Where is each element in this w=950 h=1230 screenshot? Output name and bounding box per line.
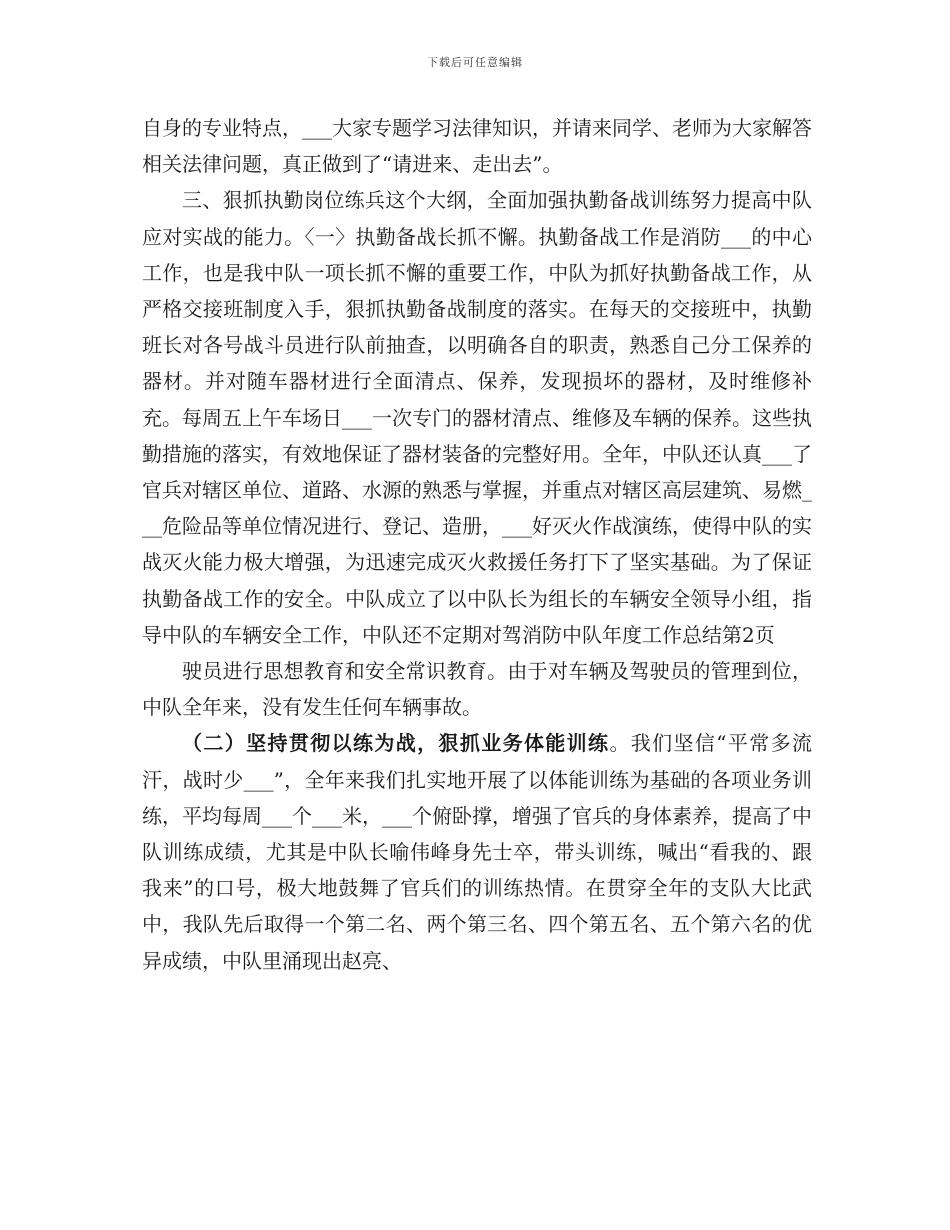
document-body	[142, 110, 812, 979]
header-note: 下载后可任意编辑	[427, 56, 523, 69]
paragraph-4-text: 。我们坚信“平常多流汗，战时少___”，全年来我们扎实地开展了以体能训练为基础的各项业务训练，平均每周___个___米，___个俯卧撑，增强了官兵的身体素养，提高了中队训练成绩，尤其是中队长喻伟峰身先士卒，带头训练，喊出“看我的、跟我来”的口号，极大地鼓舞了官兵们的训练热情。在贯穿全年的支队大比武中，我队先后取得一个第二名、两个第三名、四个第五名、五个第六名的优异成绩，中队里涌现出赵亮、	[142, 731, 813, 973]
paragraph-3: 驶员进行思想教育和安全常识教育。由于对车辆及驾驶员的管理到位，中队全年来，没有发生任何车辆事故。	[142, 659, 812, 720]
paragraph-4	[142, 725, 812, 978]
paragraph-2: 三、狠抓执勤岗位练兵这个大纲，全面加强执勤备战训练努力提高中队应对实战的能力。〈一〉执勤备战长抓不懈。执勤备战工作是消防___的中心工作，也是我中队一项长抓不懈的重要工作，中队为抓好执勤备战工作，从严格交接班制度入手，狠抓执勤备战制度的落实。在每天的交接班中，执勤班长对各号战斗员进行队前抽查，以明确各自的职责，熟悉自己分工保养的器材。并对随车器材进行全面清点、保养，发现损坏的器材，及时维修补充。每周五上午车场日___一次专门的器材清点、维修及车辆的保养。这些执勤措施的落实，有效地保证了器材装备的完整好用。全年，中队还认真___了官兵对辖区单位、道路、水源的熟悉与掌握，并重点对辖区高层建筑、易燃___危险品等单位情况进行、登记、造册，___好灭火作战演练，使得中队的实战灭火能力极大增强，为迅速完成灭火救援任务打下了坚实基础。为了保证执勤备战工作的安全。中队成立了以中队长为组长的车辆安全领导小组，指导中队的车辆安全工作，中队还不定期对驾消防中队年度工作总结第2页	[142, 188, 812, 647]
paragraph-4-heading: （二）坚持贯彻以练为战，狠抓业务体能训练	[182, 731, 610, 756]
paragraph-1: 自身的专业特点，___大家专题学习法律知识，并请来同学、老师为大家解答相关法律问题，真正做到了“请进来、走出去”。	[142, 116, 812, 177]
